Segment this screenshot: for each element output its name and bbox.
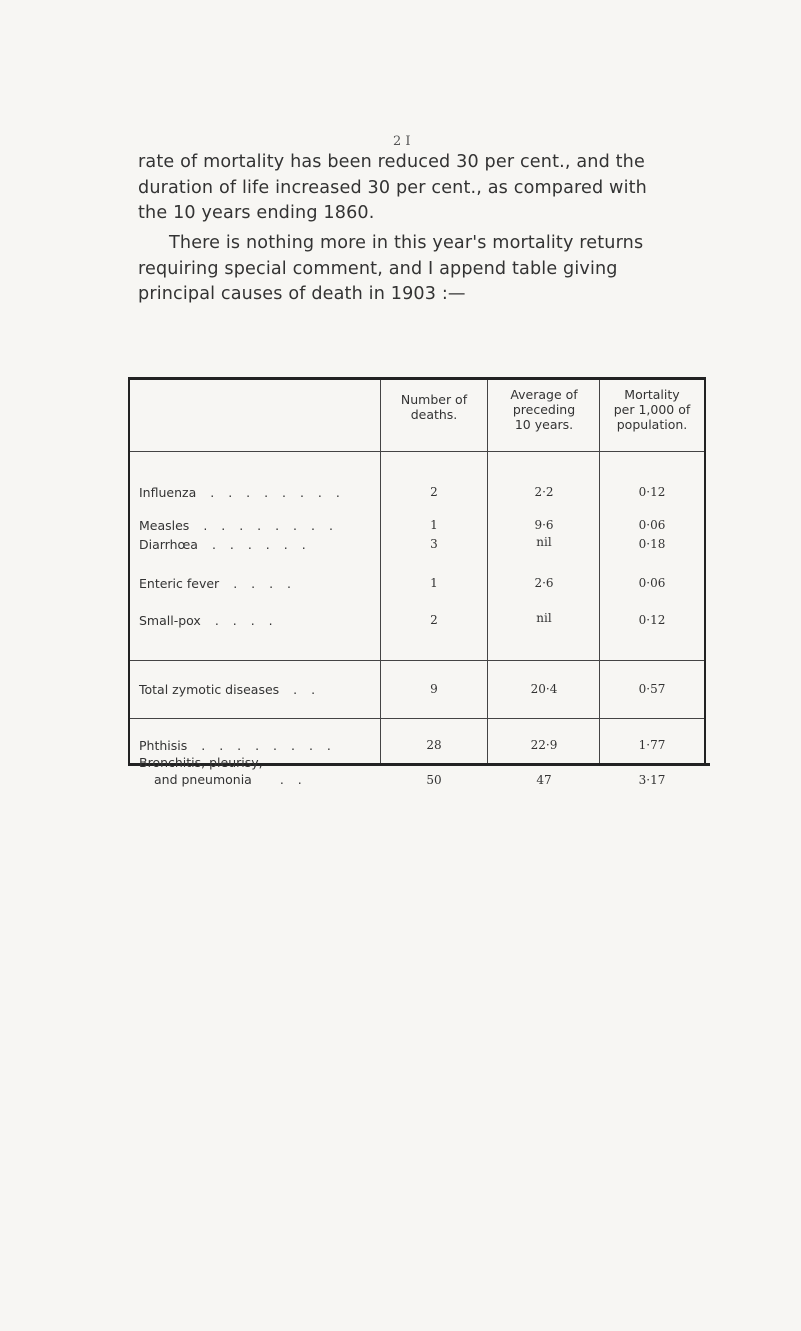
cell-mortality: 3·17 xyxy=(638,773,666,787)
row-label-diarrhoea xyxy=(139,537,311,552)
leader-dots: . . . . . . . . xyxy=(210,485,345,500)
paragraph-line: requiring special comment, and I append table giving xyxy=(138,258,618,279)
cell-deaths: 50 xyxy=(426,773,442,787)
row-label-text: and pneumonia xyxy=(154,772,252,787)
cell-deaths: 3 xyxy=(430,537,438,551)
leader-dots: . . . . . . . . xyxy=(203,518,338,533)
header-line: population. xyxy=(616,417,688,432)
leader-dots: . . . . xyxy=(233,576,297,591)
cell-average: 22·9 xyxy=(530,738,558,752)
paragraph-table-intro xyxy=(138,231,778,308)
paragraph-mortality-rate xyxy=(138,150,778,227)
leader-dots: . . . . xyxy=(214,613,278,628)
row-label-phthisis xyxy=(139,738,336,753)
cell-average: 2·2 xyxy=(534,485,554,499)
column-divider xyxy=(487,380,488,763)
cell-mortality: 0·12 xyxy=(638,485,666,499)
leader-dots: . . . . . . xyxy=(211,537,311,552)
cell-mortality: 0·12 xyxy=(638,613,666,627)
cell-deaths: 1 xyxy=(430,518,438,532)
cell-mortality: 0·06 xyxy=(638,576,666,590)
row-label-influenza xyxy=(139,485,345,500)
header-line: preceding xyxy=(512,402,576,417)
paragraph-line: principal causes of death in 1903 :— xyxy=(138,284,466,304)
row-label-text: Small-pox xyxy=(139,613,201,628)
section-divider xyxy=(130,718,704,719)
column-divider xyxy=(599,380,600,763)
row-label-text: Enteric fever xyxy=(139,576,220,591)
row-label-total-zymotic xyxy=(139,682,320,697)
row-label-text: Phthisis xyxy=(139,738,188,753)
cell-deaths: 2 xyxy=(430,613,438,627)
header-average xyxy=(488,387,600,432)
paragraph-line: the 10 years ending 1860. xyxy=(138,203,375,223)
header-deaths xyxy=(380,392,488,422)
page-number: 2 I xyxy=(393,134,411,149)
leader-dots: . . xyxy=(293,682,321,697)
row-label-text: Diarrhœa xyxy=(139,537,198,552)
cell-mortality: 1·77 xyxy=(638,738,666,752)
leader-dots: . . xyxy=(279,772,307,787)
header-line: deaths. xyxy=(410,407,458,422)
paragraph-line: rate of mortality has been reduced 30 per cent., and the xyxy=(138,152,645,172)
row-label-pneumonia xyxy=(154,772,307,787)
row-label-small-pox xyxy=(139,613,278,628)
header-mortality xyxy=(600,387,704,432)
cell-deaths: 9 xyxy=(430,682,438,696)
cell-average: 47 xyxy=(536,773,552,787)
cell-deaths: 28 xyxy=(426,738,442,752)
row-label-measles xyxy=(139,518,338,533)
causes-of-death-table xyxy=(128,377,710,787)
row-label-enteric-fever xyxy=(139,576,296,591)
header-divider xyxy=(130,451,704,452)
row-label-text: Bronchitis, pleurisy, xyxy=(139,755,263,770)
row-label-bronchitis xyxy=(139,755,263,770)
table-right-rule xyxy=(704,377,706,766)
cell-average: nil xyxy=(536,611,552,625)
table-left-rule xyxy=(128,377,130,766)
table-top-rule xyxy=(128,377,706,380)
cell-mortality: 0·06 xyxy=(638,518,666,532)
paragraph-line: duration of life increased 30 per cent., as compared with xyxy=(138,177,647,198)
leader-dots: . . . . . . . . xyxy=(201,738,336,753)
header-line: Number of xyxy=(400,392,468,407)
cell-average: 20·4 xyxy=(530,682,558,696)
cell-mortality: 0·18 xyxy=(638,537,666,551)
header-line: Mortality xyxy=(624,387,680,402)
cell-mortality: 0·57 xyxy=(638,682,666,696)
cell-deaths: 2 xyxy=(430,485,438,499)
cell-average: 9·6 xyxy=(534,518,554,532)
row-label-text: Influenza xyxy=(139,485,197,500)
cell-deaths: 1 xyxy=(430,576,438,590)
header-line: per 1,000 of xyxy=(613,402,691,417)
column-divider xyxy=(380,380,381,763)
header-line: 10 years. xyxy=(514,417,574,432)
row-label-text: Total zymotic diseases xyxy=(139,682,280,697)
section-divider xyxy=(130,660,704,661)
cell-average: 2·6 xyxy=(534,576,554,590)
header-line: Average of xyxy=(510,387,578,402)
cell-average: nil xyxy=(536,535,552,549)
paragraph-line: There is nothing more in this year's mortality returns xyxy=(169,233,644,253)
row-label-text: Measles xyxy=(139,518,190,533)
